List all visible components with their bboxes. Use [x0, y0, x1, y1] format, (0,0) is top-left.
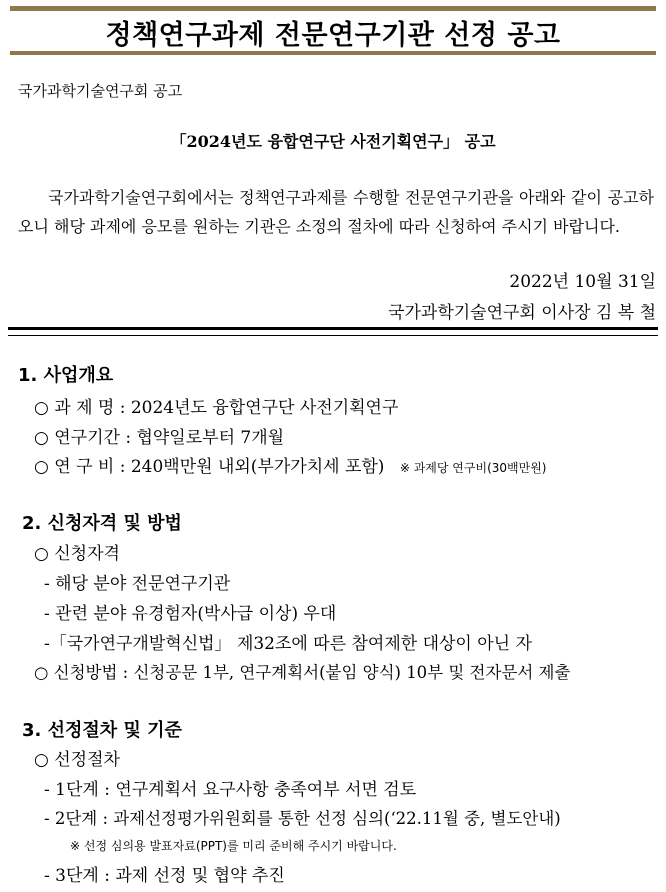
procedure-label: ○ 선정절차 [34, 750, 120, 770]
issuer-line: 국가과학기술연구회 공고 [18, 82, 183, 100]
page-title: 정책연구과제 전문연구기관 선정 공고 [105, 20, 561, 51]
section2-heading: 2. 신청자격 및 방법 [22, 513, 182, 534]
section1-item-budget [34, 452, 547, 477]
qualification-item: - 해당 분야 전문연구기관 [44, 574, 231, 594]
budget-note: ※ 과제당 연구비(30백만원) [399, 461, 547, 475]
qualification-item: -「국가연구개발혁신법」 제32조에 따른 참여제한 대상이 아닌 자 [44, 634, 532, 654]
section-divider [8, 327, 658, 336]
procedure-step: - 3단계 : 과제 선정 및 협약 추진 [44, 866, 285, 886]
section1-heading: 1. 사업개요 [18, 365, 114, 386]
top-rule [10, 6, 656, 11]
announcement-date: 2022년 10월 31일 [509, 272, 656, 292]
section3-heading: 3. 선정절차 및 기준 [22, 720, 182, 741]
signature: 국가과학기술연구회 이사장 김 복 철 [388, 303, 656, 323]
title-rule [10, 51, 656, 55]
step2-note: ※ 선정 심의용 발표자료(PPT)를 미리 준비해 주시기 바랍니다. [70, 839, 397, 853]
section1-item-period: ○ 연구기간 : 협약일로부터 7개월 [34, 428, 285, 448]
qualification-label: ○ 신청자격 [34, 544, 120, 564]
announcement-body: 국가과학기술연구회에서는 정책연구과제를 수행할 전문연구기관을 아래와 같이 공고하오니 해당 과제에 응모를 원하는 기관은 소정의 절차에 따라 신청하여 주시기 바랍니다. [18, 188, 654, 236]
announcement-subject: 「2024년도 융합연구단 사전기획연구」 공고 [170, 132, 496, 151]
qualification-item: - 관련 분야 유경험자(박사급 이상) 우대 [44, 604, 337, 624]
budget-text: ○ 연 구 비 : 240백만원 내외(부가가치세 포함) [34, 457, 385, 477]
procedure-step: - 2단계 : 과제선정평가위원회를 통한 선정 심의(‘22.11월 중, 별도안내) [44, 809, 561, 828]
procedure-step: - 1단계 : 연구계획서 요구사항 충족여부 서면 검토 [44, 780, 417, 800]
section1-item-title: ○ 과 제 명 : 2024년도 융합연구단 사전기획연구 [34, 398, 399, 418]
application-method: ○ 신청방법 : 신청공문 1부, 연구계획서(붙임 양식) 10부 및 전자문서 제출 [34, 663, 571, 682]
